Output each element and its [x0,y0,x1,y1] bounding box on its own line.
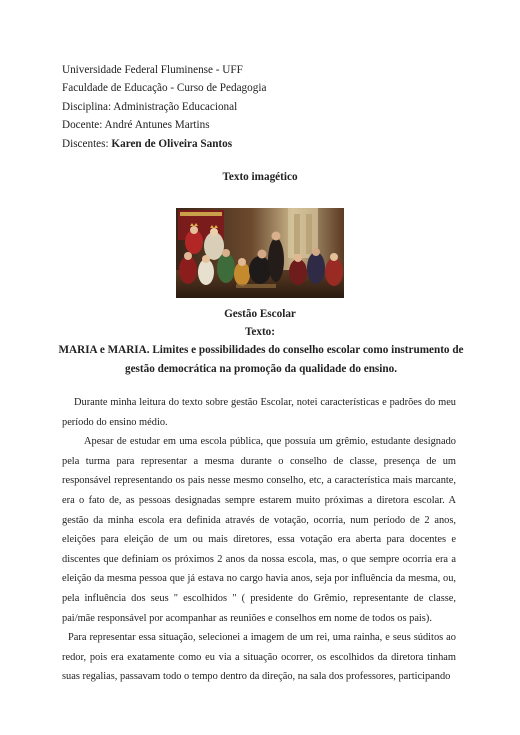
text-label: Texto: [244,326,276,338]
student-name: Karen de Oliveira Santos [111,137,233,150]
topic-title: Gestão Escolar [224,308,296,320]
teacher-line: Docente: André Antunes Martins [62,119,210,132]
paragraph-2: Apesar de estudar em uma escola pública, que possuía um grêmio, estudante designado pela turma para representar a mesma durante o conselho de classe, presença de um responsável representando os pais nesse mesmo conselho, etc, a característica mais marcante, era o fato de, as pessoas designadas sempre estarem muito próximas a diretora escolar. A gestão da minha escola era definida através de votação, ocorria, num período de 2 anos, eleições para eleição de um ou mais diretores, essa votação era aberta para docentes e discentes que definiam os próximos 2 anos da nossa escola, mas, o que sempre ocorria era a eleição da mesma pessoa que já estava no cargo havia anos, seja por influência da mesma, ou, pela influência dos seus " escolhidos " ( presidente do Grêmio, representante de classe, pai/mãe responsável por acompanhar as reuniões e conselhos em nome de todos os pais). [62,436,456,624]
body-text [62,393,456,687]
document-header [62,61,462,153]
image-section-title: Texto imagético [222,171,298,183]
discipline-line: Disciplina: Administração Educacional [62,100,238,113]
painting-illustration [176,208,344,298]
students-label: Discentes: [62,137,112,150]
university-line: Universidade Federal Fluminense - UFF [62,64,243,76]
reference-citation: MARIA e MARIA. Limites e possibilidades do conselho escolar como instrumento de gestão democrática na promoção da qualidade do ensino. [58,344,464,375]
faculty-line: Faculdade de Educação - Curso de Pedagogia [62,82,267,95]
paragraph-1: Durante minha leitura do texto sobre gestão Escolar, notei características e padrões do meu período do ensino médio. [62,397,456,428]
painting-image [176,208,344,298]
students-line [62,135,462,153]
paragraph-3: Para representar essa situação, selecionei a imagem de um rei, uma rainha, e seus súditos ao redor, pois era exatamente como eu via a situação ocorrer, os escolhidos da diretora tinham suas regalias, passavam todo o tempo dentro da direção, na sala dos professores, participando [62,632,456,683]
